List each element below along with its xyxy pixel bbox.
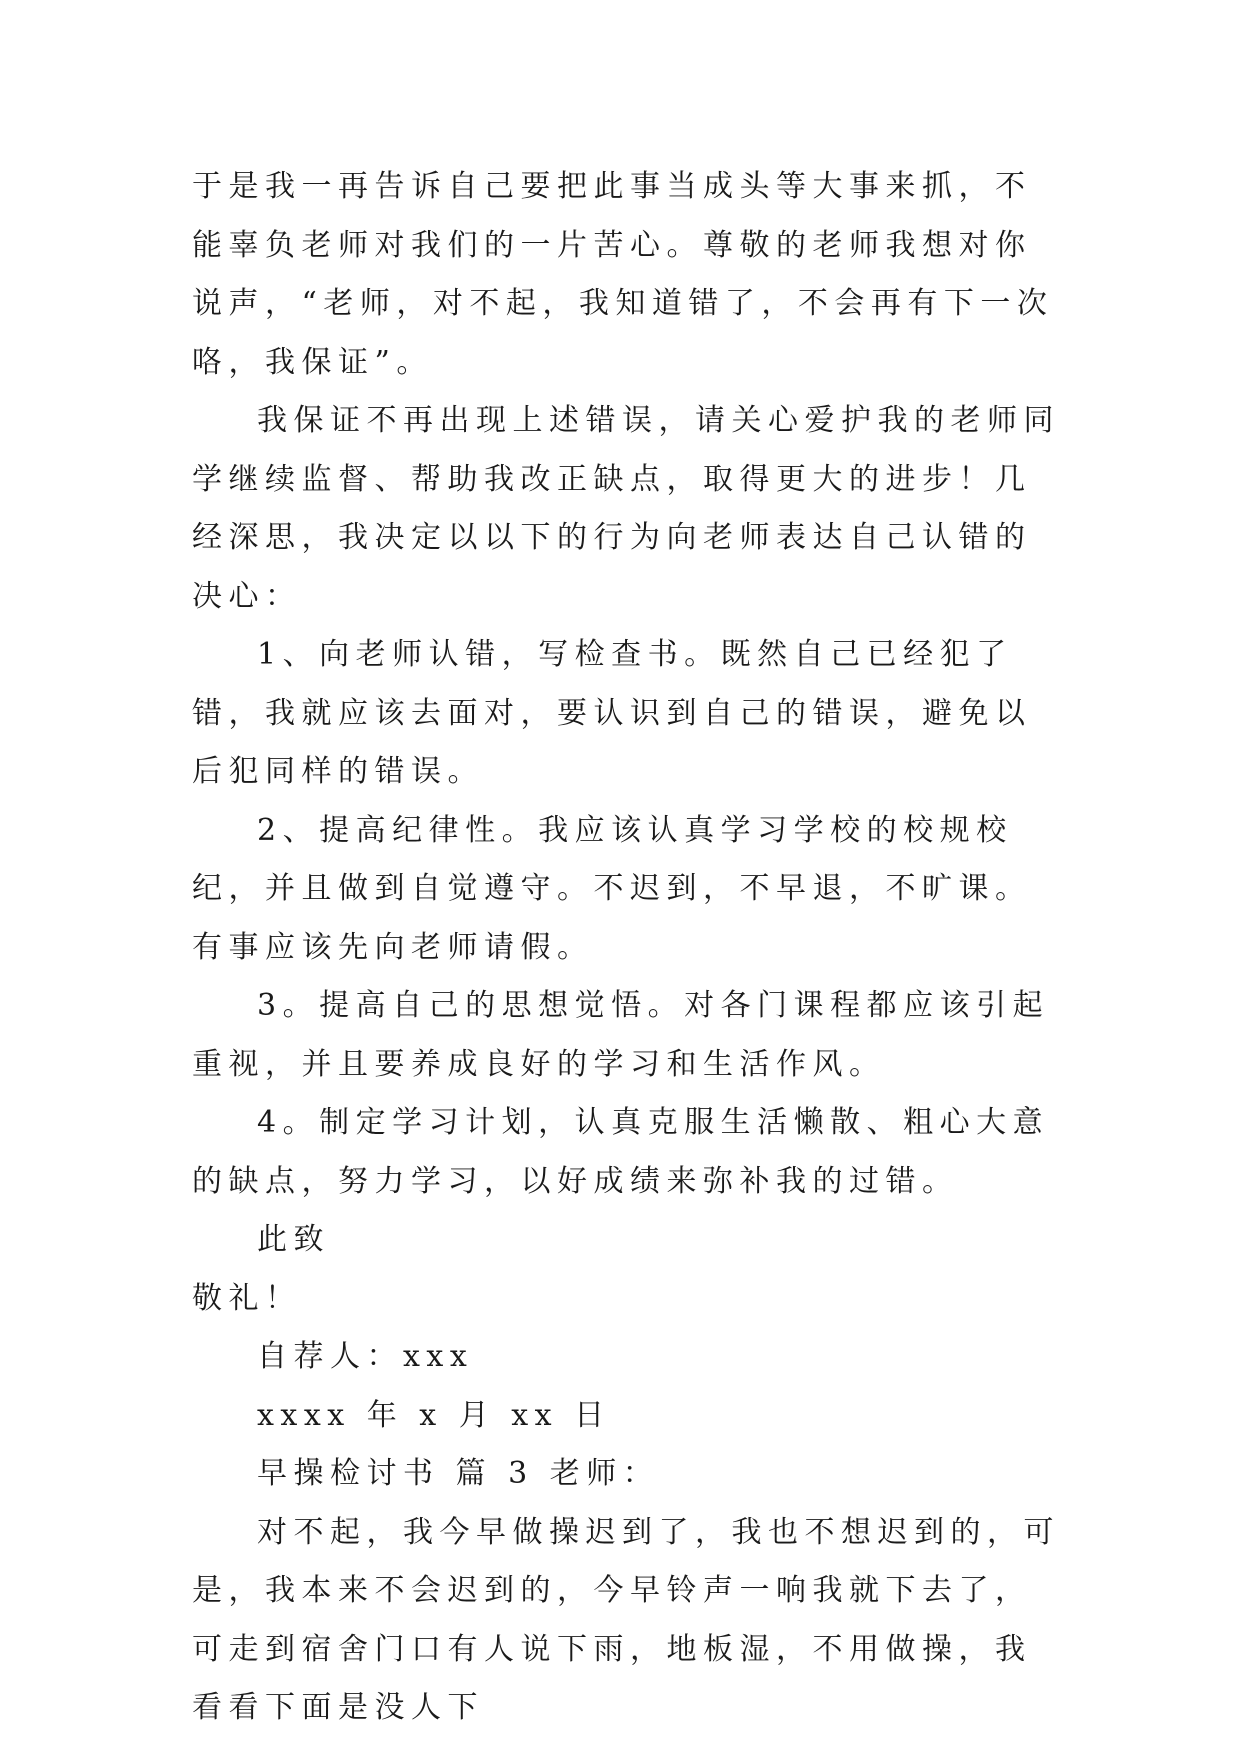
paragraph-promise: 我保证不再出现上述错误，请关心爱护我的老师同学继续监督、帮助我改正缺点，取得更大的进步！几经深思，我决定以以下的行为向老师表达自己认错的决心：	[192, 403, 1060, 614]
date-line: xxxx 年 x 月 xx 日	[257, 1397, 611, 1433]
list-item-1: 1、向老师认错，写检查书。既然自己已经犯了错，我就应该去面对，要认识到自己的错误，避免以后犯同样的错误。	[192, 637, 1032, 789]
paragraph-commitment: 于是我一再告诉自己要把此事当成头等大事来抓，不能辜负老师对我们的一片苦心。尊敬的老师我想对你说声，“老师，对不起，我知道错了，不会再有下一次咯，我保证”。	[192, 169, 1054, 380]
paragraph-apology: 对不起，我今早做操迟到了，我也不想迟到的，可是，我本来不会迟到的，今早铃声一响我就下去了，可走到宿舍门口有人说下雨，地板湿，不用做操，我看看下面是没人下	[192, 1514, 1060, 1725]
signature-line: 自荐人：xxx	[257, 1339, 474, 1374]
list-item-4: 4。制定学习计划，认真克服生活懒散、粗心大意的缺点，努力学习，以好成绩来弥补我的过错。	[192, 1105, 1050, 1199]
closing-regards: 敬礼！	[192, 1280, 302, 1316]
closing-salutation: 此致	[257, 1222, 330, 1257]
section-heading: 早操检讨书 篇 3 老师：	[257, 1456, 660, 1491]
list-item-3: 3。提高自己的思想觉悟。对各门课程都应该引起重视，并且要养成良好的学习和生活作风。	[192, 988, 1050, 1082]
document-body	[192, 158, 1062, 1738]
list-item-2: 2、提高纪律性。我应该认真学习学校的校规校纪，并且做到自觉遵守。不迟到，不早退，不旷课。有事应该先向老师请假。	[192, 812, 1032, 965]
